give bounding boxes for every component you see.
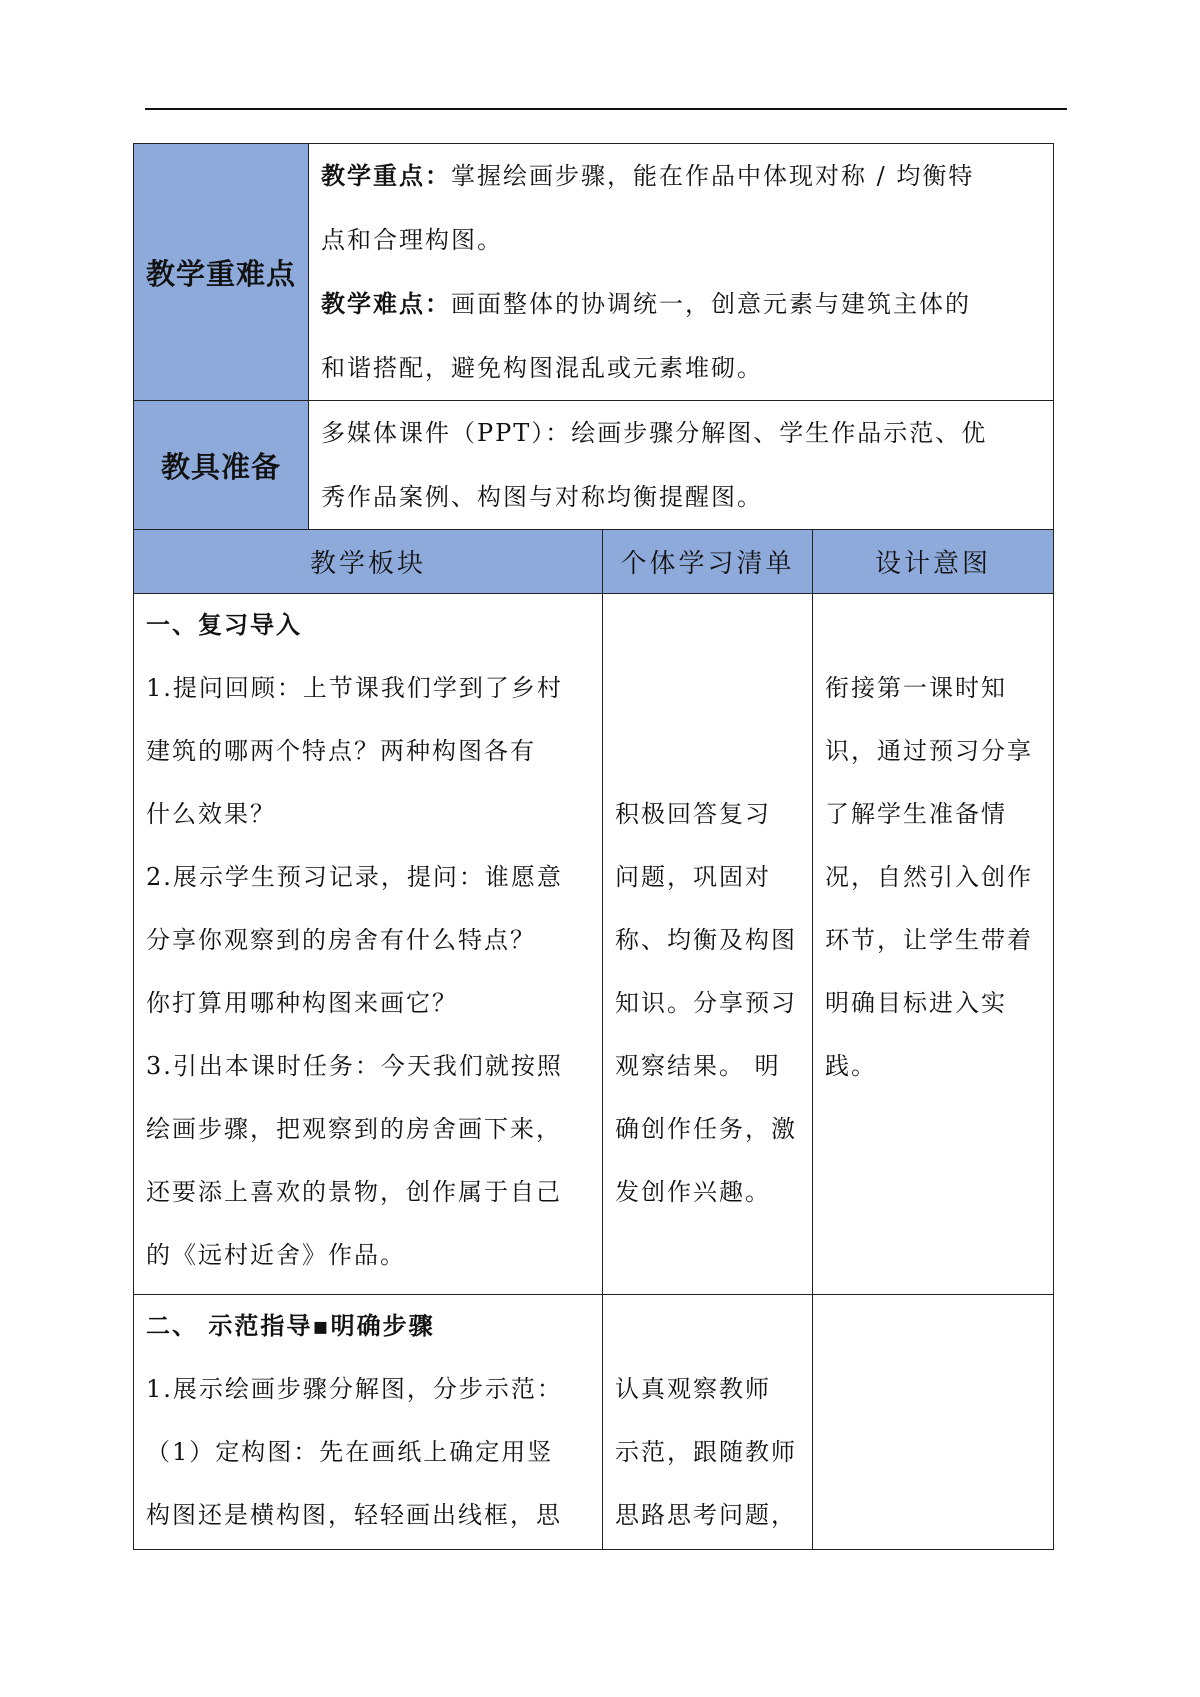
section1-checklist: [603, 594, 813, 1295]
checklist-line: 称、均衡及构图: [615, 926, 797, 954]
focus-title: 教学重点：: [321, 162, 451, 190]
section1-content: [134, 594, 603, 1295]
section1-line: 2.展示学生预习记录，提问：谁愿意: [146, 863, 563, 891]
difficulty-line-1: 教学难点：画面整体的协调统一，创意元素与建筑主体的: [321, 290, 971, 318]
section1-line: 你打算用哪种构图来画它？: [146, 989, 458, 1017]
lesson-plan-table: [133, 143, 1054, 1550]
section1-title: 一、复习导入: [146, 611, 302, 639]
section2-title: 二、 示范指导▪明确步骤: [146, 1312, 435, 1340]
header-rule: [145, 108, 1067, 110]
intent-line: 衔接第一课时知: [825, 674, 1007, 702]
intent-line: 明确目标进入实: [825, 989, 1007, 1017]
section2-content: [134, 1295, 603, 1550]
header-teaching-module: 教学板块: [134, 530, 603, 594]
section1-line: 什么效果？: [146, 800, 276, 828]
checklist-line: 观察结果。 明: [615, 1052, 781, 1080]
checklist-line: 认真观察教师: [615, 1375, 771, 1403]
section2-intent: [813, 1295, 1054, 1550]
section1-line: 建筑的哪两个特点？两种构图各有: [146, 737, 536, 765]
section2-checklist: [603, 1295, 813, 1550]
materials-label: 教具准备: [134, 401, 309, 530]
key-points-label: 教学重难点: [134, 144, 309, 401]
difficulty-line-2: 和谐搭配，避免构图混乱或元素堆砌。: [321, 354, 763, 382]
section1-line: 1.提问回顾：上节课我们学到了乡村: [146, 674, 563, 702]
difficulty-title: 教学难点：: [321, 290, 451, 318]
checklist-line: 积极回答复习: [615, 800, 771, 828]
section1-line: 还要添上喜欢的景物，创作属于自己: [146, 1178, 562, 1206]
checklist-line: 问题，巩固对: [615, 863, 771, 891]
intent-line: 识，通过预习分享: [825, 737, 1033, 765]
section2-line: 1.展示绘画步骤分解图，分步示范：: [146, 1375, 563, 1403]
checklist-line: 发创作兴趣。: [615, 1178, 771, 1206]
intent-line: 环节，让学生带着: [825, 926, 1033, 954]
checklist-line: 示范，跟随教师: [615, 1438, 797, 1466]
checklist-line: 思路思考问题，: [615, 1501, 797, 1529]
section2-row: [134, 1295, 1054, 1550]
intent-line: 况，自然引入创作: [825, 863, 1033, 891]
focus-line-1: 教学重点：掌握绘画步骤，能在作品中体现对称 / 均衡特: [321, 162, 975, 190]
focus-line-2: 点和合理构图。: [321, 226, 503, 254]
materials-content: [309, 401, 1054, 530]
intent-line: 了解学生准备情: [825, 800, 1007, 828]
column-header-row: [134, 530, 1054, 594]
section1-line: 分享你观察到的房舍有什么特点？: [146, 926, 536, 954]
section1-line: 的《远村近舍》作品。: [146, 1241, 406, 1269]
section2-line: 构图还是横构图，轻轻画出线框，思: [146, 1501, 562, 1529]
section1-row: [134, 594, 1054, 1295]
section1-intent: [813, 594, 1054, 1295]
key-points-row: [134, 144, 1054, 401]
key-points-content: [309, 144, 1054, 401]
materials-row: [134, 401, 1054, 530]
header-design-intent: 设计意图: [813, 530, 1054, 594]
checklist-line: 确创作任务，激: [615, 1115, 797, 1143]
section2-line: （1）定构图：先在画纸上确定用竖: [146, 1438, 554, 1466]
header-individual-checklist: 个体学习清单: [603, 530, 813, 594]
intent-line: 践。: [825, 1052, 877, 1080]
section1-line: 绘画步骤，把观察到的房舍画下来，: [146, 1115, 562, 1143]
materials-line-2: 秀作品案例、构图与对称均衡提醒图。: [321, 483, 763, 511]
materials-line-1: 多媒体课件（PPT）：绘画步骤分解图、学生作品示范、优: [321, 419, 988, 447]
checklist-line: 知识。分享预习: [615, 989, 797, 1017]
section1-line: 3.引出本课时任务：今天我们就按照: [146, 1052, 563, 1080]
